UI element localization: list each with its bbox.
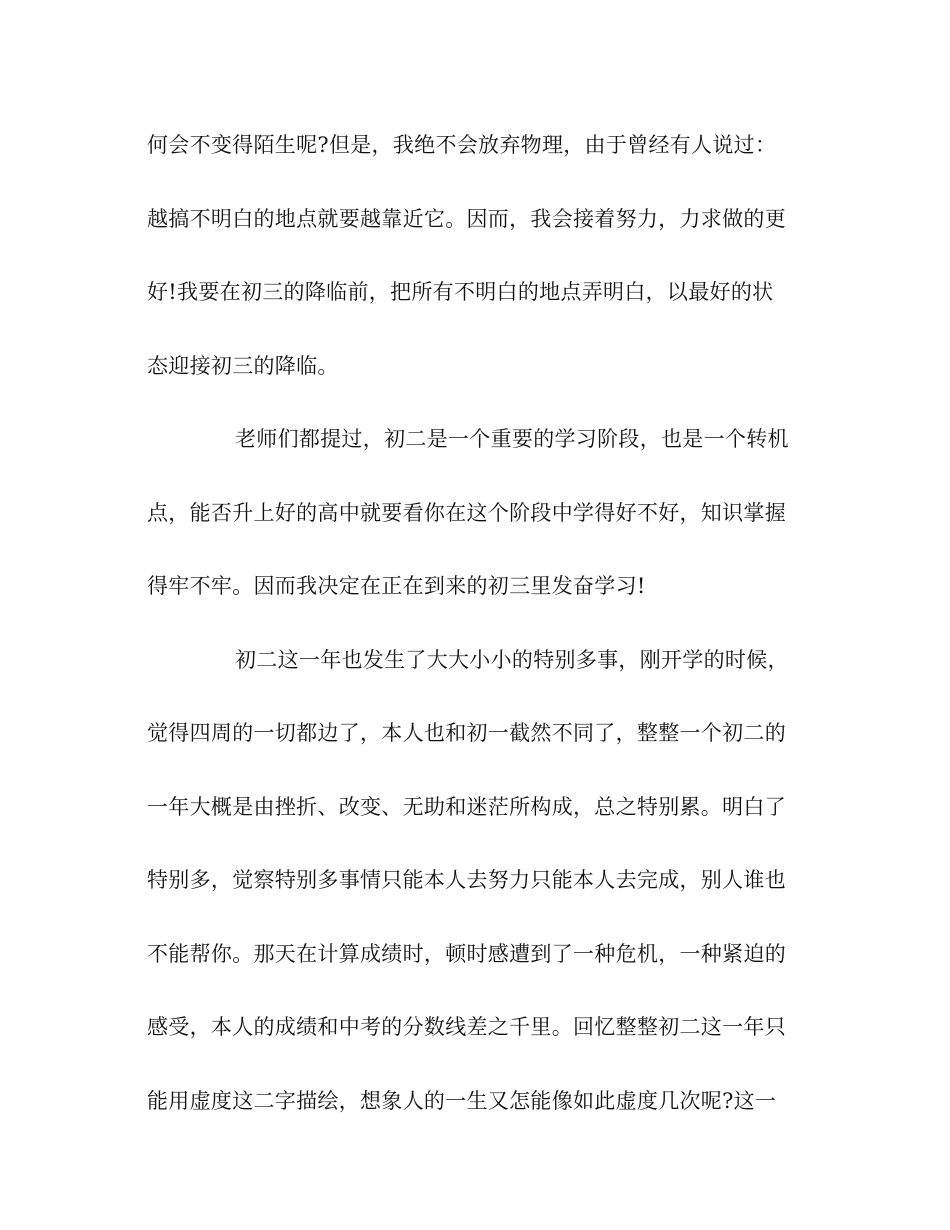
text-line: 何会不变得陌生呢?但是，我绝不会放弃物理，由于曾经有人说过： — [147, 133, 777, 157]
text-line: 感受，本人的成绩和中考的分数线差之千里。回忆整整初二这一年只 — [147, 1015, 786, 1039]
text-line: 一年大概是由挫折、改变、无助和迷茫所构成，总之特别累。明白了 — [147, 794, 786, 819]
body-text — [147, 120, 807, 1149]
text-line: 越搞不明白的地点就要越靠近它。因而，我会接着努力，力求做的更 — [147, 206, 786, 231]
text-line: 不能帮你。那天在计算成绩时，顿时感遭到了一种危机，一种紧迫的 — [147, 941, 786, 966]
text-line: 能用虚度这二字描绘，想象人的一生又怎能像如此虚度几次呢?这一 — [147, 1088, 777, 1113]
text-line: 特别多，觉察特别多事情只能本人去努力只能本人去完成，别人谁也 — [147, 868, 786, 892]
text-line: 态迎接初三的降临。 — [147, 353, 339, 378]
paragraph-first-line: 初二这一年也发生了大大小小的特别多事，刚开学的时候， — [235, 647, 789, 672]
text-line: 点，能否升上好的高中就要看你在这个阶段中学得好不好，知识掌握 — [147, 500, 786, 525]
text-line: 觉得四周的一切都边了，本人也和初一截然不同了，整整一个初二的 — [147, 721, 786, 745]
text-line: 好!我要在初三的降临前，把所有不明白的地点弄明白，以最好的状 — [147, 280, 774, 304]
paragraph-first-line: 老师们都提过，初二是一个重要的学习阶段，也是一个转机 — [235, 427, 789, 451]
text-line: 得牢不牢。因而我决定在正在到来的初三里发奋学习! — [147, 574, 646, 598]
